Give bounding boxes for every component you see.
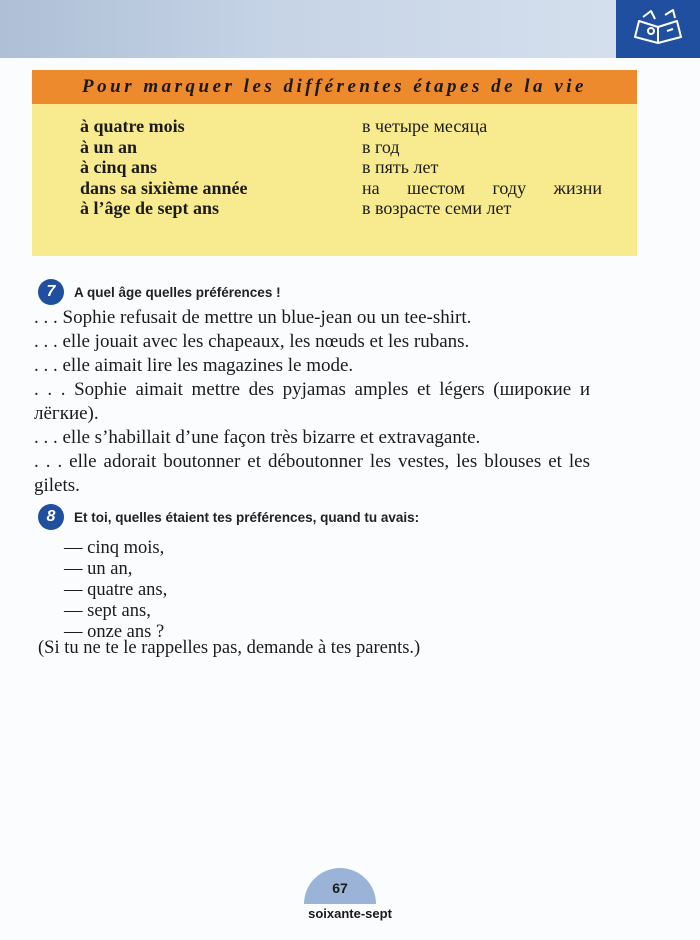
vocabulary-french: à l’âge de sept ans	[80, 198, 219, 218]
vocabulary-russian-word: на	[362, 177, 380, 198]
sentence: . . . Sophie refusait de mettre un blue-jean ou un tee-shirt.	[34, 307, 472, 328]
vocabulary-french: à quatre mois	[80, 116, 185, 136]
top-band	[0, 0, 700, 58]
vocabulary-list	[32, 104, 637, 219]
sentence: . . . elle aimait lire les magazines le mode.	[34, 355, 354, 376]
exercise-8-title: Et toi, quelles étaient tes préférences, quand tu avais:	[74, 509, 420, 525]
corner-tab	[616, 0, 700, 58]
vocabulary-row	[32, 198, 637, 219]
vocabulary-french: à un an	[80, 136, 138, 157]
vocabulary-french: dans sa sixième année	[80, 177, 248, 198]
vocabulary-russian: в четыре месяца	[362, 116, 488, 136]
vocabulary-russian: в год	[362, 136, 400, 157]
option-item: — cinq mois,	[64, 538, 165, 558]
exercise-number-badge: 7	[38, 279, 64, 305]
vocabulary-title: Pour marquer les différentes étapes de la vie	[32, 70, 637, 104]
exercise-8-note: (Si tu ne te le rappelles pas, demande à tes parents.)	[38, 638, 421, 658]
exercise-7-title: A quel âge quelles préférences !	[74, 284, 281, 300]
book-reading-icon	[629, 7, 687, 51]
exercise-number-badge: 8	[38, 504, 64, 530]
vocabulary-french: à cinq ans	[80, 157, 158, 177]
option-item: — un an,	[64, 559, 133, 579]
sentence: . . . elle jouait avec les chapeaux, les nœuds et les rubans.	[34, 331, 470, 352]
option-item: — onze ans ?	[64, 622, 165, 642]
vocabulary-russian-word: жизни	[553, 177, 602, 198]
exercise-7-heading	[38, 279, 281, 305]
vocabulary-row	[32, 137, 637, 158]
vocabulary-box	[32, 70, 637, 256]
sentence: . . . elle adorait boutonner et déboutonner les vestes, les blouses et les gilets.	[34, 451, 590, 496]
vocabulary-row	[32, 157, 637, 178]
option-item: — quatre ans,	[64, 580, 168, 600]
page-number: 67	[304, 868, 376, 904]
vocabulary-russian-word: году	[492, 177, 527, 198]
vocabulary-russian-word: шестом	[407, 177, 466, 198]
sentence: . . . elle s’habillait d’une façon très bizarre et extravagante.	[34, 427, 481, 448]
vocabulary-russian: в пять лет	[362, 157, 439, 177]
exercise-8-heading	[38, 504, 419, 530]
option-item: — sept ans,	[64, 601, 151, 621]
exercise-8-options	[64, 538, 167, 643]
vocabulary-row	[32, 116, 637, 137]
page-number-words: soixante-sept	[308, 906, 392, 921]
vocabulary-russian	[362, 178, 602, 198]
exercise-7-sentences	[34, 306, 590, 498]
sentence: . . . Sophie aimait mettre des pyjamas amples et légers (широкие и лёгкие).	[34, 379, 590, 424]
vocabulary-russian: в возрасте семи лет	[362, 198, 512, 218]
vocabulary-row	[32, 178, 637, 199]
